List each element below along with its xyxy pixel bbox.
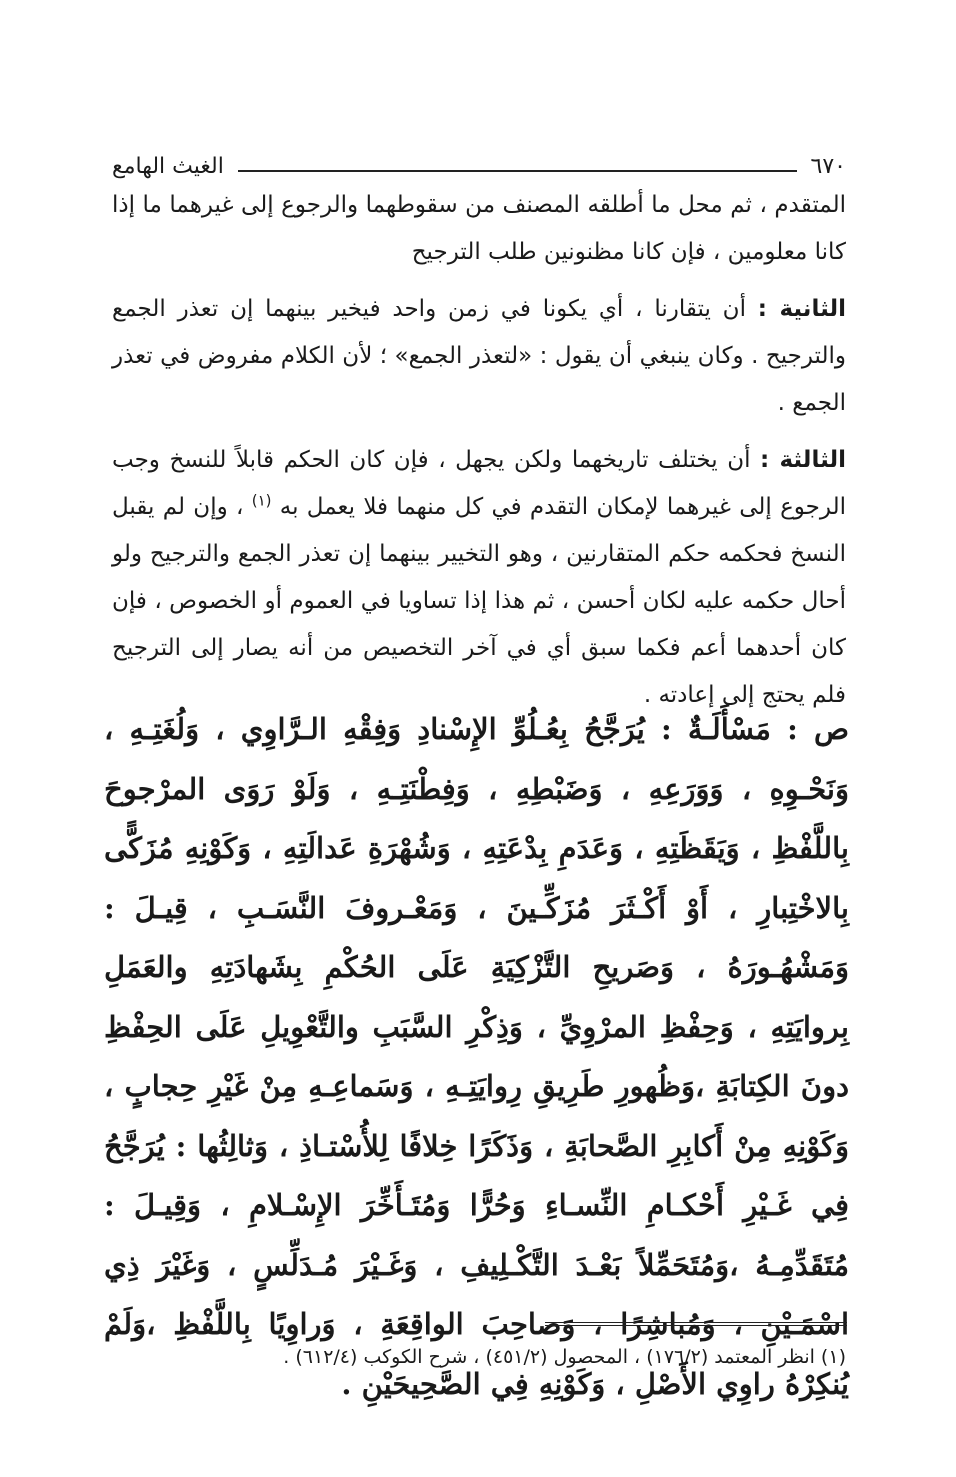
paragraph-lead: الثالثة : bbox=[760, 447, 846, 473]
paragraph-3 bbox=[112, 437, 846, 719]
footnote-separator bbox=[545, 1322, 847, 1326]
commentary-text bbox=[112, 182, 846, 729]
paragraph-2 bbox=[112, 286, 846, 427]
footnote: (١) انظر المعتمد (١٧٦/٢) ، المحصول (٤٥١/٢) ، شرح الكوكب (٦١٢/٤) . bbox=[283, 1346, 846, 1368]
running-header bbox=[112, 138, 846, 178]
paragraph-text-continued: ، وإن لم يقبل النسخ فحكمه حكم المتقارنين ، وهو التخيير بينهما إن تعذر الجمع والترجيح ولو أحال حكمه عليه لكان أحسن ، ثم هذا إذا تساويا في العموم أو الخصوص ، فإن كان أحدهما أعم فكما سبق أي في آخر التخصيص من أنه يصار إلى الترجيح فلم يحتج إلى إعادته . bbox=[112, 494, 846, 708]
matn-text bbox=[104, 700, 849, 1414]
paragraph-text: المتقدم ، ثم محل ما أطلقه المصنف من سقوطهما والرجوع إلى غيرهما ما إذا كانا معلومين ، فإن كانا مظنونين طلب الترجيح bbox=[112, 192, 846, 265]
paragraph-text: أن يتقارنا ، أي يكونا في زمن واحد فيخير بينهما إن تعذر الجمع والترجيح . وكان ينبغي أن يقول : «لتعذر الجمع» ؛ لأن الكلام مفروض في تعذر الجمع . bbox=[112, 296, 846, 416]
page-number: ٦٧٠ bbox=[810, 154, 846, 179]
header-rule bbox=[238, 170, 797, 172]
paragraph-lead: الثانية : bbox=[757, 296, 846, 322]
paragraph-1 bbox=[112, 182, 846, 276]
paragraph-text: أن يختلف تاريخهما ولكن يجهل ، فإن كان الحكم قابلاً للنسخ وجب الرجوع إلى غيرهما لإمكان التقدم في كل منهما فلا يعمل به bbox=[112, 447, 846, 520]
matn-paragraph: ص : مَسْأَلَـةٌ : يُرَجَّحُ بِعُـلُوِّ الإِسْنادِ وَفِقْهِ الـرَّاوِي ، وَلُغَتِـهِ ، وَنَحْـوِهِ ، وَوَرَعِهِ ، وَضَبْطِهِ ، وَفِطْنَتِـهِ ، وَلَوْ رَوَى المرْجوحَ بِاللَّفْظِ ، وَيَقَظَتِهِ ، وَعَدَمِ بِدْعَتِهِ ، وَشُهْرَةِ عَدالَتِهِ ، وَكَوْنِهِ مُزَكًّى بِالاخْتِبارِ ، أَوْ أَكْـثَرَ مُزَكِّـينَ ، وَمَعْـروفَ النَّسَـبِ ، قِيـلَ : وَمَشْهُـورَهُ ، وَصَريحِ التَّزْكِيَةِ عَلَى الحُكْمِ بِشَهادَتِهِ والعَمَلِ بِروايَتِهِ ، وَحِفْظِ المرْوِيِّ ، وَذِكْرِ السَّبَبِ والتَّعْوِيلِ عَلَى الحِفْظِ دونَ الكِتابَةِ ،وَظُهورِ طَرِيقِ رِوايَتِـهِ ، وَسَماعِـهِ مِنْ غَيْرِ حِجابٍ ، وَكَوْنِهِ مِنْ أَكابِرِ الصَّحابَةِ ، وَذَكَرًا خِلافًا لِلأُسْتـاذِ ، وَثالِثُها : يُرَجَّحُ فِي غَـيْرِ أَحْكـامِ النِّسـاءِ وَحُرًّا وَمُتَـأَخِّرَ الإِسْـلامِ ، وَقِيـلَ : مُتَقَدِّمِـهُ ،وَمُتَحَمِّلاً بَعْـدَ التَّكْـلِيفِ ، وَغَـيْرَ مُـدَلِّسٍ ، وَغَيْرَ ذِي اسْمَـيْنِ ، وَمُباشِرًا ، وَصاحِبَ الواقِعَةِ ، وَراوِيًا بِاللَّفْظِ ،وَلَمْ يُنكِرْهُ راوِي الأَصْلِ ، وَكَوْنِهِ فِي الصَّحِيحَيْنِ . bbox=[104, 712, 849, 1401]
footnote-ref: (١) bbox=[251, 491, 272, 510]
running-title: الغيث الهامع bbox=[112, 154, 224, 179]
